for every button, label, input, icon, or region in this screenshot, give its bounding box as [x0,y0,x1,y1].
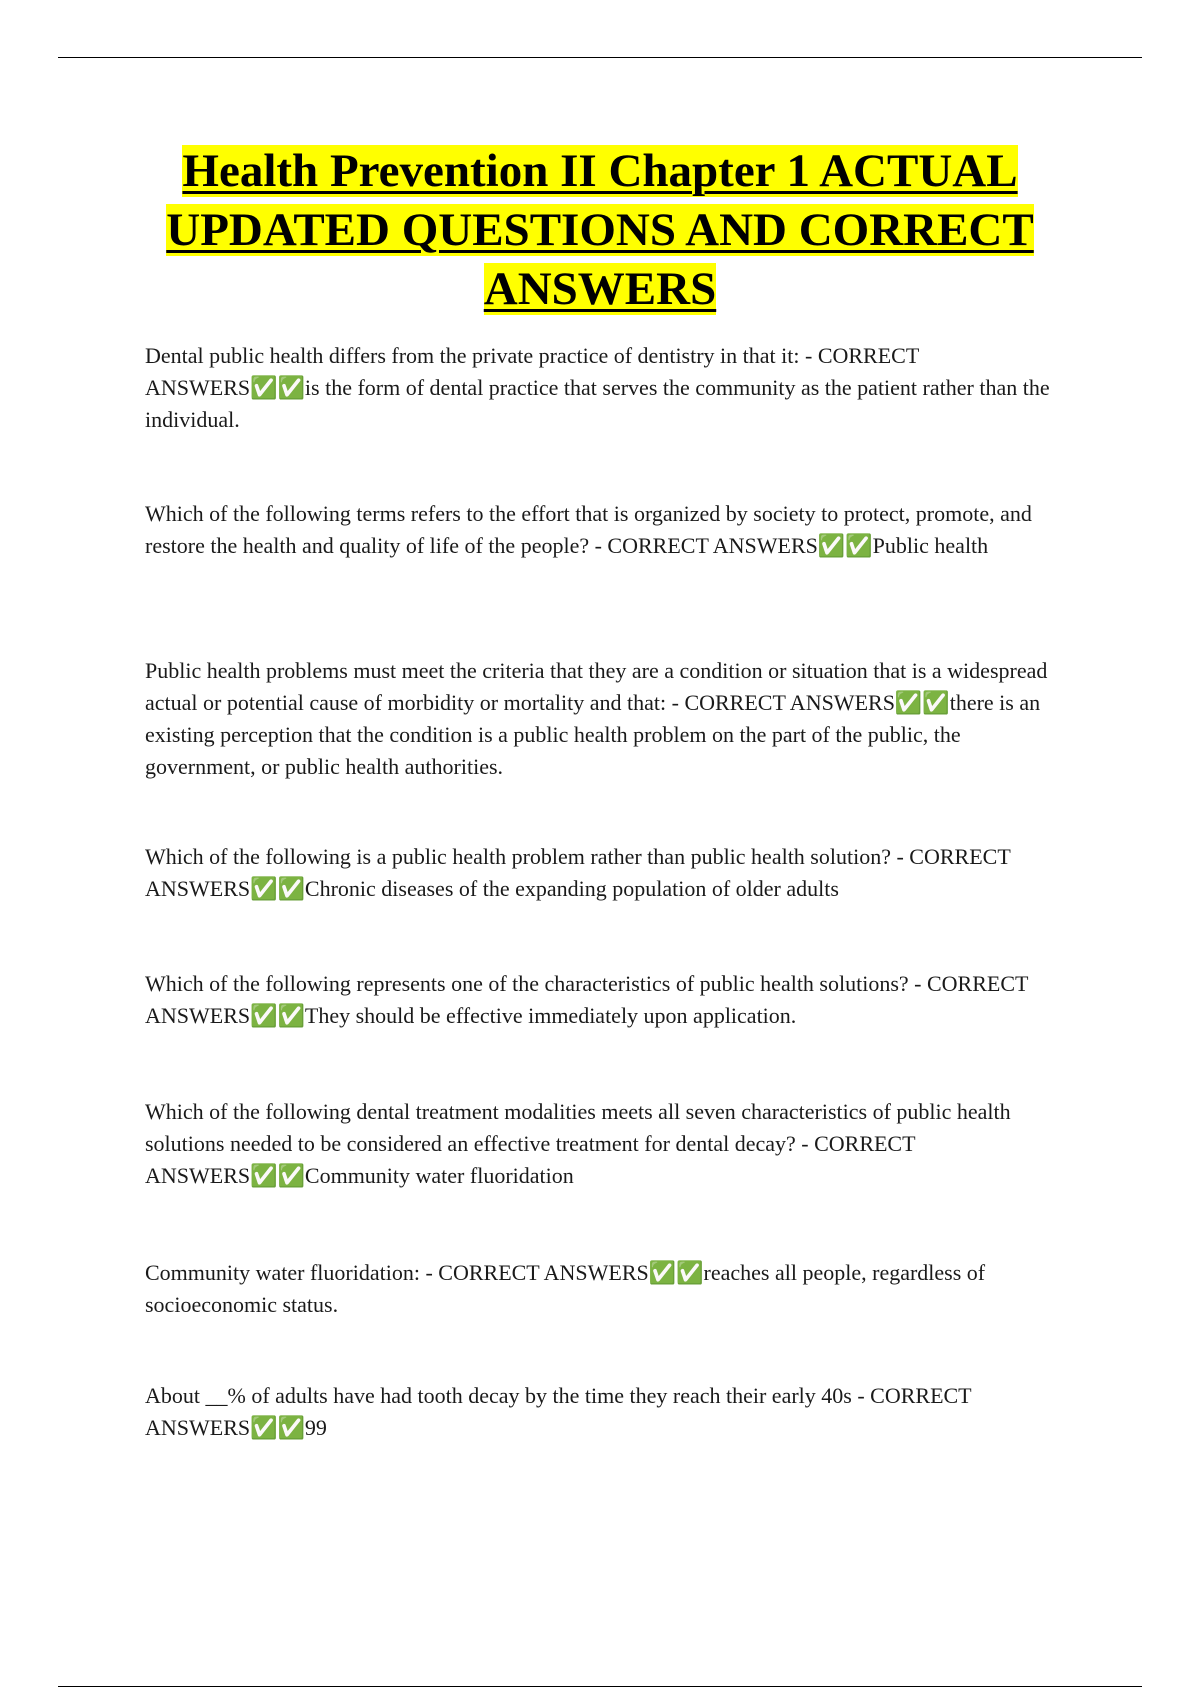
document-title [120,142,1080,319]
qa-item-4: Which of the following is a public health problem rather than public health solution? - CORRECT ANSWERS✅✅Chronic diseases of the expanding population of older adults [145,844,1011,901]
qa-item-7: Community water fluoridation: - CORRECT ANSWERS✅✅reaches all people, regardless of socioeconomic status. [145,1260,986,1317]
qa-item-5: Which of the following represents one of the characteristics of public health solutions? - CORRECT ANSWERS✅✅They should be effective immediately upon application. [145,971,1029,1028]
qa-item-2: Which of the following terms refers to the effort that is organized by society to protect, promote, and restore the health and quality of life of the people? - CORRECT ANSWERS✅✅Public health [145,501,1032,558]
top-rule [58,57,1142,58]
title-line-1: Health Prevention II Chapter 1 ACTUAL [182,145,1018,197]
qa-item-3: Public health problems must meet the criteria that they are a condition or situation that is a widespread actual or potential cause of morbidity or mortality and that: - CORRECT ANSWERS✅✅there is an existing perception that the condition is a public health problem on the part of the public, the government, or public health authorities. [145,658,1048,779]
title-line-2: UPDATED QUESTIONS AND CORRECT [166,204,1034,256]
title-line-3: ANSWERS [483,263,717,315]
qa-item-1: Dental public health differs from the private practice of dentistry in that it: - CORRECT ANSWERS✅✅is the form of dental practice that serves the community as the patient rather than the individual. [145,343,1050,432]
qa-item-8: About __% of adults have had tooth decay by the time they reach their early 40s - CORRECT ANSWERS✅✅99 [145,1383,972,1440]
qa-item-6: Which of the following dental treatment modalities meets all seven characteristics of public health solutions needed to be considered an effective treatment for dental decay? - CORRECT ANSWERS✅✅Community water fluoridation [145,1099,1011,1188]
bottom-rule [58,1686,1142,1687]
